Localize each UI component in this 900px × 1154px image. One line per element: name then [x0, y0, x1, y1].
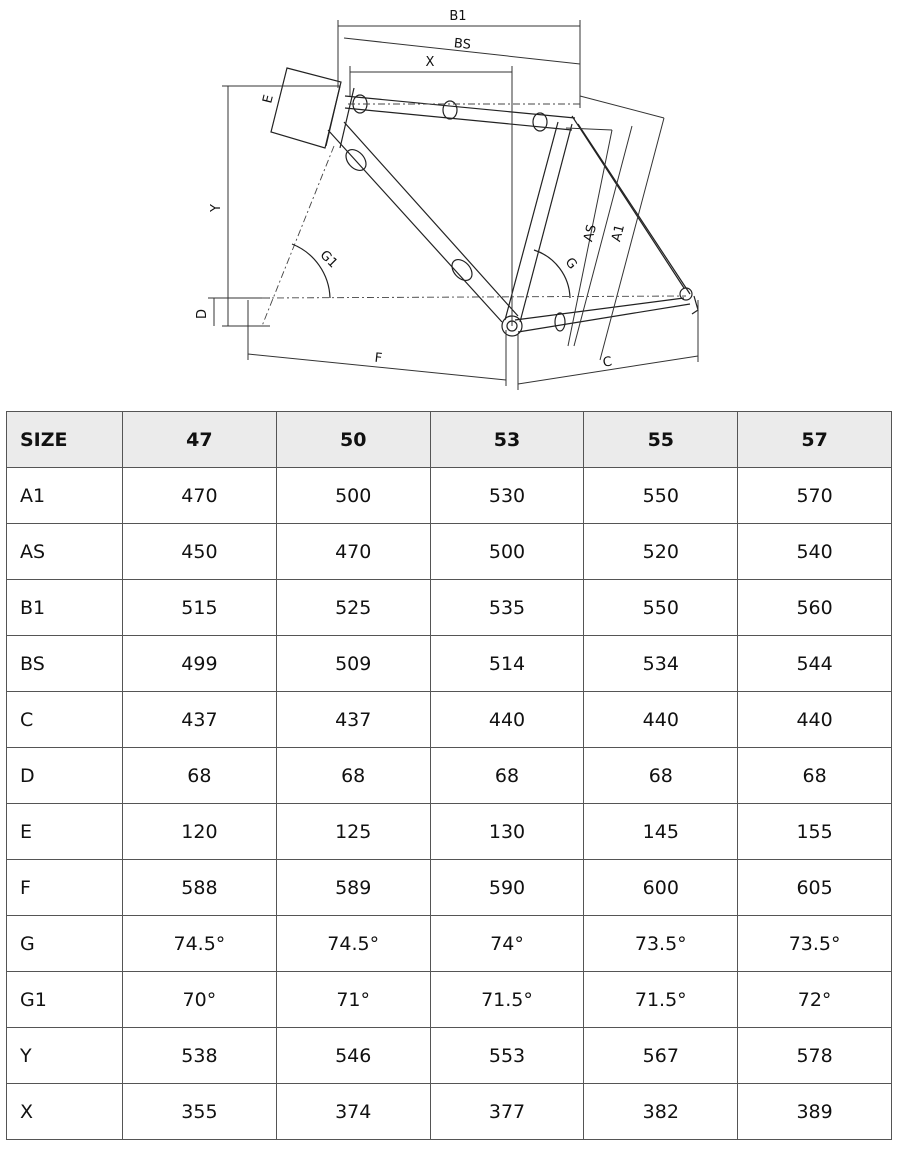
table-row: [7, 1028, 892, 1084]
label-d: D: [195, 308, 210, 320]
table-cell: 588: [123, 860, 277, 916]
table-cell: 550: [584, 468, 738, 524]
table-cell: 470: [276, 524, 430, 580]
table-row: [7, 804, 892, 860]
size-column-header: 47: [123, 412, 277, 468]
table-row: [7, 692, 892, 748]
table-cell: 560: [738, 580, 892, 636]
table-row: [7, 524, 892, 580]
row-label: G: [7, 916, 123, 972]
table-cell: 500: [276, 468, 430, 524]
table-cell: 534: [584, 636, 738, 692]
table-cell: 509: [276, 636, 430, 692]
table-cell: 71°: [276, 972, 430, 1028]
table-cell: 130: [430, 804, 584, 860]
table-row: [7, 1084, 892, 1140]
table-cell: 590: [430, 860, 584, 916]
table-header-row: [7, 412, 892, 468]
table-cell: 68: [738, 748, 892, 804]
table-cell: 74.5°: [276, 916, 430, 972]
size-column-header: 53: [430, 412, 584, 468]
table-cell: 71.5°: [430, 972, 584, 1028]
table-cell: 450: [123, 524, 277, 580]
table-cell: 600: [584, 860, 738, 916]
table-cell: 520: [584, 524, 738, 580]
table-row: [7, 972, 892, 1028]
table-cell: 74.5°: [123, 916, 277, 972]
table-row: [7, 860, 892, 916]
table-cell: 540: [738, 524, 892, 580]
label-c: C: [601, 354, 614, 371]
row-label: AS: [7, 524, 123, 580]
table-cell: 567: [584, 1028, 738, 1084]
size-header: SIZE: [7, 412, 123, 468]
row-label: F: [7, 860, 123, 916]
label-g: G: [561, 255, 580, 273]
table-cell: 553: [430, 1028, 584, 1084]
table-cell: 570: [738, 468, 892, 524]
table-cell: 125: [276, 804, 430, 860]
table-cell: 68: [123, 748, 277, 804]
table-cell: 437: [123, 692, 277, 748]
row-label: G1: [7, 972, 123, 1028]
frame-geometry-diagram: [0, 0, 900, 400]
label-e: E: [260, 93, 277, 105]
rear-dropout: [680, 288, 692, 300]
table-cell: 550: [584, 580, 738, 636]
label-as: AS: [581, 223, 600, 244]
table-cell: 155: [738, 804, 892, 860]
row-label: A1: [7, 468, 123, 524]
table-cell: 68: [430, 748, 584, 804]
row-label: Y: [7, 1028, 123, 1084]
table-cell: 440: [584, 692, 738, 748]
table-cell: 73.5°: [738, 916, 892, 972]
table-cell: 500: [430, 524, 584, 580]
seat-stay: [572, 116, 690, 294]
table-row: [7, 636, 892, 692]
table-cell: 530: [430, 468, 584, 524]
size-column-header: 50: [276, 412, 430, 468]
table-cell: 74°: [430, 916, 584, 972]
table-cell: 71.5°: [584, 972, 738, 1028]
dim-a1-line: [580, 96, 664, 118]
ground-line: [262, 296, 686, 298]
table-cell: 546: [276, 1028, 430, 1084]
label-x: X: [425, 55, 435, 70]
table-cell: 374: [276, 1084, 430, 1140]
seat-tube: [505, 122, 572, 322]
table-cell: 440: [430, 692, 584, 748]
table-cell: 544: [738, 636, 892, 692]
table-cell: 525: [276, 580, 430, 636]
table-cell: 437: [276, 692, 430, 748]
row-label: BS: [7, 636, 123, 692]
table-row: [7, 580, 892, 636]
table-cell: 605: [738, 860, 892, 916]
table-cell: 470: [123, 468, 277, 524]
angle-g-arc: [534, 250, 570, 298]
dim-as-line: [566, 128, 612, 130]
label-g1: G1: [316, 247, 341, 272]
row-label: E: [7, 804, 123, 860]
table-cell: 514: [430, 636, 584, 692]
table-cell: 68: [584, 748, 738, 804]
table-row: [7, 916, 892, 972]
row-label: X: [7, 1084, 123, 1140]
table-cell: 538: [123, 1028, 277, 1084]
table-row: [7, 468, 892, 524]
chain-stay: [515, 298, 690, 332]
label-y: Y: [209, 204, 224, 212]
size-column-header: 55: [584, 412, 738, 468]
table-cell: 515: [123, 580, 277, 636]
row-label: B1: [7, 580, 123, 636]
table-cell: 73.5°: [584, 916, 738, 972]
table-cell: 589: [276, 860, 430, 916]
table-cell: 145: [584, 804, 738, 860]
table-cell: 377: [430, 1084, 584, 1140]
label-f: F: [373, 350, 383, 367]
table-cell: 120: [123, 804, 277, 860]
table-cell: 578: [738, 1028, 892, 1084]
row-label: C: [7, 692, 123, 748]
table-cell: 355: [123, 1084, 277, 1140]
size-column-header: 57: [738, 412, 892, 468]
table-cell: 72°: [738, 972, 892, 1028]
geometry-table: [6, 411, 892, 1140]
down-tube: [328, 122, 518, 322]
table-cell: 440: [738, 692, 892, 748]
table-cell: 535: [430, 580, 584, 636]
label-b1: B1: [449, 9, 467, 24]
label-bs: BS: [453, 36, 472, 53]
label-a1: A1: [609, 223, 628, 244]
table-row: [7, 748, 892, 804]
row-label: D: [7, 748, 123, 804]
table-cell: 68: [276, 748, 430, 804]
table-cell: 382: [584, 1084, 738, 1140]
table-cell: 70°: [123, 972, 277, 1028]
table-cell: 499: [123, 636, 277, 692]
table-cell: 389: [738, 1084, 892, 1140]
head-tube-extension: [271, 68, 341, 148]
